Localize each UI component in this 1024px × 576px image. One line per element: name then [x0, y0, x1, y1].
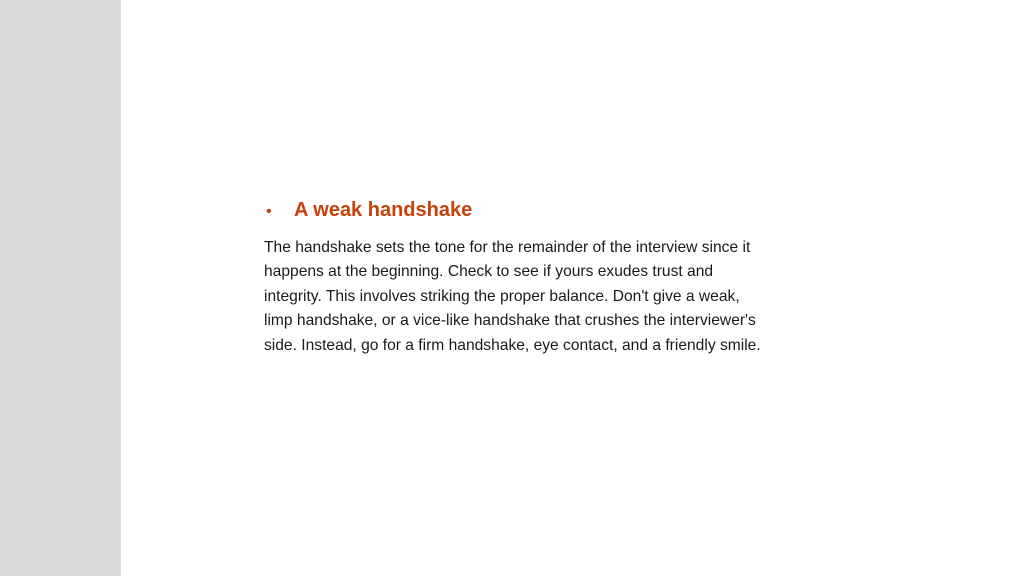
slide-heading: A weak handshake	[294, 199, 473, 221]
slide-body-text: The handshake sets the tone for the remainder of the interview since it happens at the beginning. Check to see if yours exudes trust and integrity. This involves striking the proper balance. Don't give a weak, limp handshake, or a vice-like handshake that crushes the interviewer's side. Instead, go for a firm handshake, eye contact, and a friendly smile.	[264, 239, 761, 354]
bullet-icon: •	[266, 203, 272, 220]
left-sidebar-band	[0, 0, 121, 576]
slide-content	[264, 196, 764, 358]
bullet-heading-row	[264, 196, 764, 226]
